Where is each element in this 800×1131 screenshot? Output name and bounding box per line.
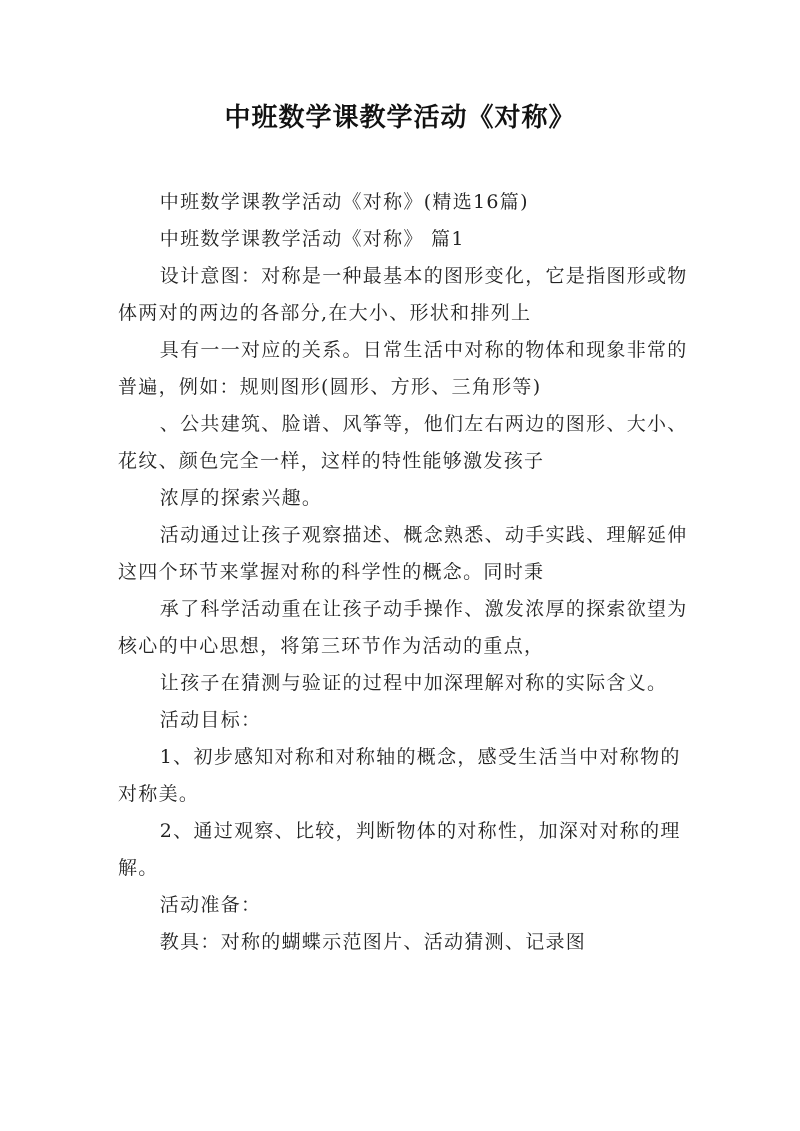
paragraph-core-idea: 承了科学活动重在让孩子动手操作、激发浓厚的探索欲望为核心的中心思想，将第三环节作为活动的重点， [118, 598, 688, 657]
paragraph-interest: 浓厚的探索兴趣。 [159, 487, 323, 509]
document-body [118, 184, 688, 961]
paragraph-goal-1: 1、初步感知对称和对称轴的概念，感受生活当中对称物的对称美。 [118, 746, 681, 805]
paragraph-goals-heading: 活动目标： [159, 709, 262, 731]
paragraph-prep-heading: 活动准备： [159, 894, 262, 916]
paragraph-section-heading: 中班数学课教学活动《对称》 篇1 [159, 228, 465, 250]
document-title: 中班数学课教学活动《对称》 [224, 103, 576, 133]
paragraph-subtitle: 中班数学课教学活动《对称》(精选16篇) [159, 191, 529, 213]
paragraph-goal-2: 2、通过观察、比较，判断物体的对称性，加深对对称的理解。 [118, 820, 681, 879]
paragraph-activity-process: 活动通过让孩子观察描述、概念熟悉、动手实践、理解延伸这四个环节来掌握对称的科学性的概念。同时秉 [118, 524, 688, 583]
paragraph-teaching-aids: 教具：对称的蝴蝶示范图片、活动猜测、记录图 [159, 931, 587, 953]
paragraph-design-intent: 设计意图：对称是一种最基本的图形变化，它是指图形或物体两对的两边的各部分,在大小、形状和排列上 [118, 265, 688, 324]
paragraph-correspondence: 具有一一对应的关系。日常生活中对称的物体和现象非常的普遍，例如：规则图形(圆形、方形、三角形等) [118, 339, 688, 398]
paragraph-examples: 、公共建筑、脸谱、风筝等，他们左右两边的图形、大小、花纹、颜色完全一样，这样的特性能够激发孩子 [118, 413, 688, 472]
paragraph-verification: 让孩子在猜测与验证的过程中加深理解对称的实际含义。 [159, 672, 668, 694]
